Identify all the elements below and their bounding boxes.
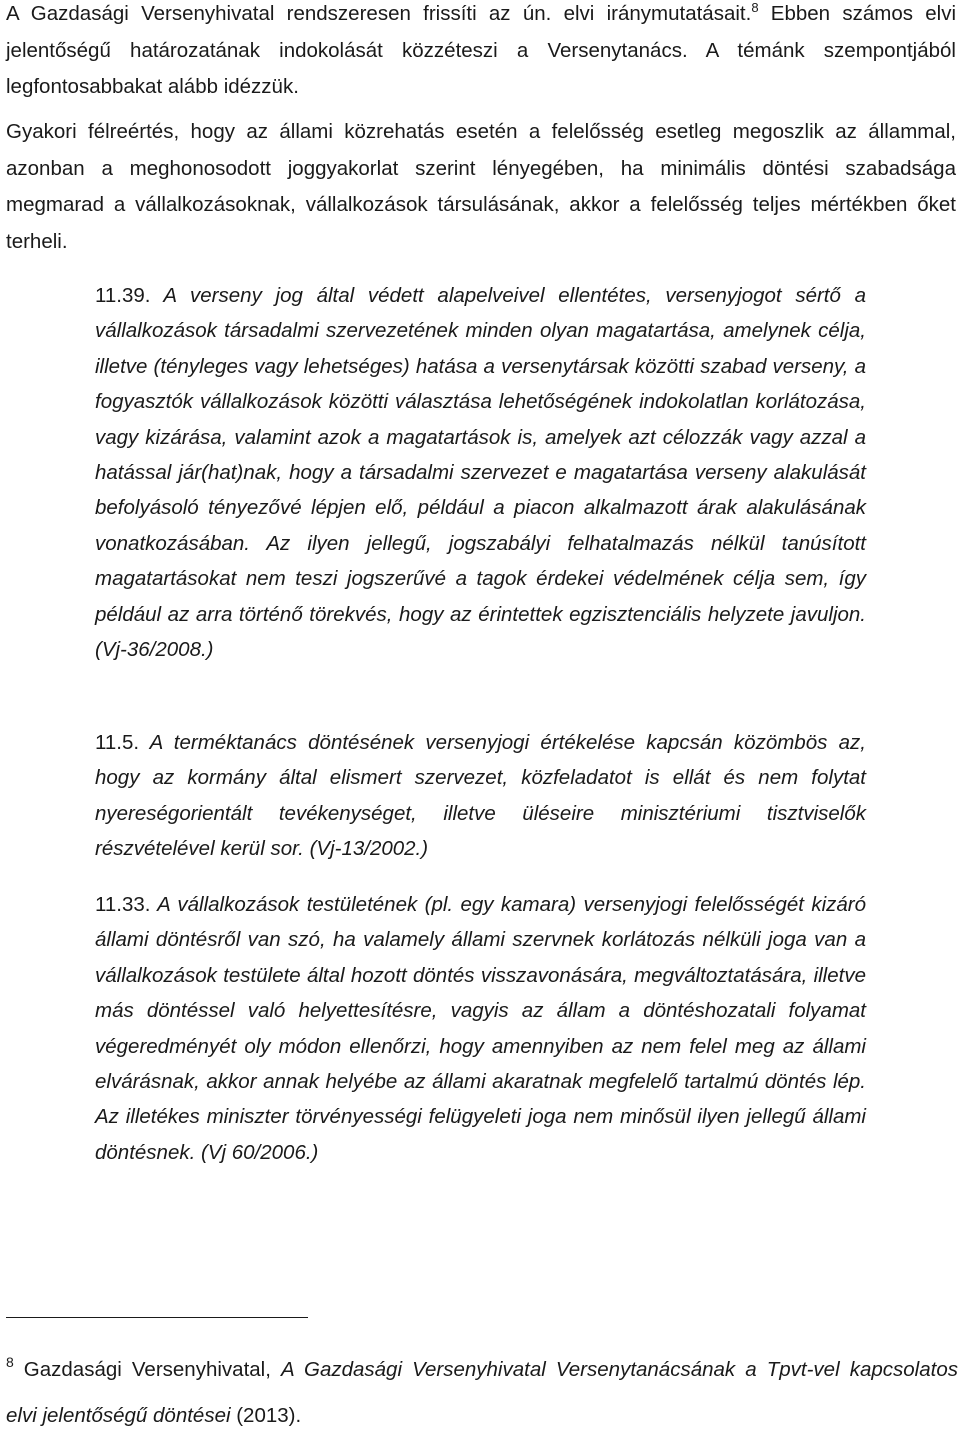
body-paragraph: Gyakori félreértés, hogy az állami közrehatás esetén a felelősség esetleg megoszlik az állammal, azonban a meghonosodott joggyakorlat szerint lényegében, ha minimális döntési szabadsága megmarad a vállalkozásoknak, vállalkozások társulásának, akkor a felelősség teljes mértékben őket terheli.	[6, 120, 956, 253]
footnote	[6, 1347, 958, 1439]
footnote-number: 8	[6, 1354, 14, 1370]
quote-block	[95, 887, 866, 1170]
intro-paragraph	[6, 0, 956, 106]
footnote-divider	[6, 1317, 308, 1318]
quote-block	[95, 278, 866, 667]
footnote-reference[interactable]: 8	[751, 0, 759, 15]
footnote-year: (2013).	[230, 1404, 302, 1427]
quote-number: 11.33.	[95, 893, 151, 916]
quote-text: A verseny jog által védett alapelveivel ellentétes, versenyjogot sértő a vállalkozások társadalmi szervezetének minden olyan magatartása, amelynek célja, illetve (tényleges vagy lehetséges) hatása a versenytársak közötti szabad verseny, a fogyasztók vállalkozások közötti választása lehetőségének indokolatlan korlátozása, vagy kizárása, valamint azok a magatartások is, amelyek azt célozzák vagy azzal a hatással jár(hat)nak, hogy a társadalmi szervezet e magatartása verseny alakulását befolyásoló tényezővé lépjen elő, például a piacon alkalmazott árak alakulásának vonatkozásában. Az ilyen jellegű, jogszabályi felhatalmazás nélkül tanúsított magatartásokat nem teszi jogszerűvé a tagok érdekei védelmének célja sem, így például az arra történő törekvés, hogy az érintettek egzisztenciális helyzete javuljon. (Vj-36/2008.)	[95, 284, 866, 662]
footnote-author: Gazdasági Versenyhivatal,	[23, 1358, 281, 1381]
intro-text: A Gazdasági Versenyhivatal rendszeresen frissíti az ún. elvi iránymutatásait.	[6, 2, 752, 25]
intro-text-continued: Ebben számos elvi jelentőségű határozatának indokolását közzéteszi a Versenytanács. A témánk szempontjából legfontosabbakat alább idézzük.	[6, 2, 956, 98]
footnote-title: A Gazdasági Versenyhivatal Versenytanácsának a Tpvt-vel kapcsolatos elvi jelentőségű döntései	[6, 1358, 958, 1427]
quote-block	[95, 725, 866, 867]
quote-number: 11.39.	[95, 284, 151, 307]
quote-text: A terméktanács döntésének versenyjogi értékelése kapcsán közömbös az, hogy az kormány által elismert szervezet, közfeladatot is ellát és nem folytat nyereségorientált tevékenységet, illetve üléseire minisztériumi tisztviselők részvételével kerül sor. (Vj-13/2002.)	[95, 731, 866, 861]
quote-text: A vállalkozások testületének (pl. egy kamara) versenyjogi felelősségét kizáró állami döntésről van szó, ha valamely állami szervnek korlátozás nélküli joga van a vállalkozások testülete által hozott döntés visszavonására, megváltoztatására, illetve más döntéssel való helyettesítésre, vagyis az állam a döntéshozatali folyamat végeredményét oly módon ellenőrzi, hogy amennyiben az nem felel meg az állami elvárásnak, akkor annak helyébe az állami akaratnak megfelelő tartalmú döntés lép. Az illetékes miniszter törvényességi felügyeleti joga nem minősül ilyen jellegű állami döntésnek. (Vj 60/2006.)	[95, 893, 866, 1164]
quote-number: 11.5.	[95, 731, 140, 754]
